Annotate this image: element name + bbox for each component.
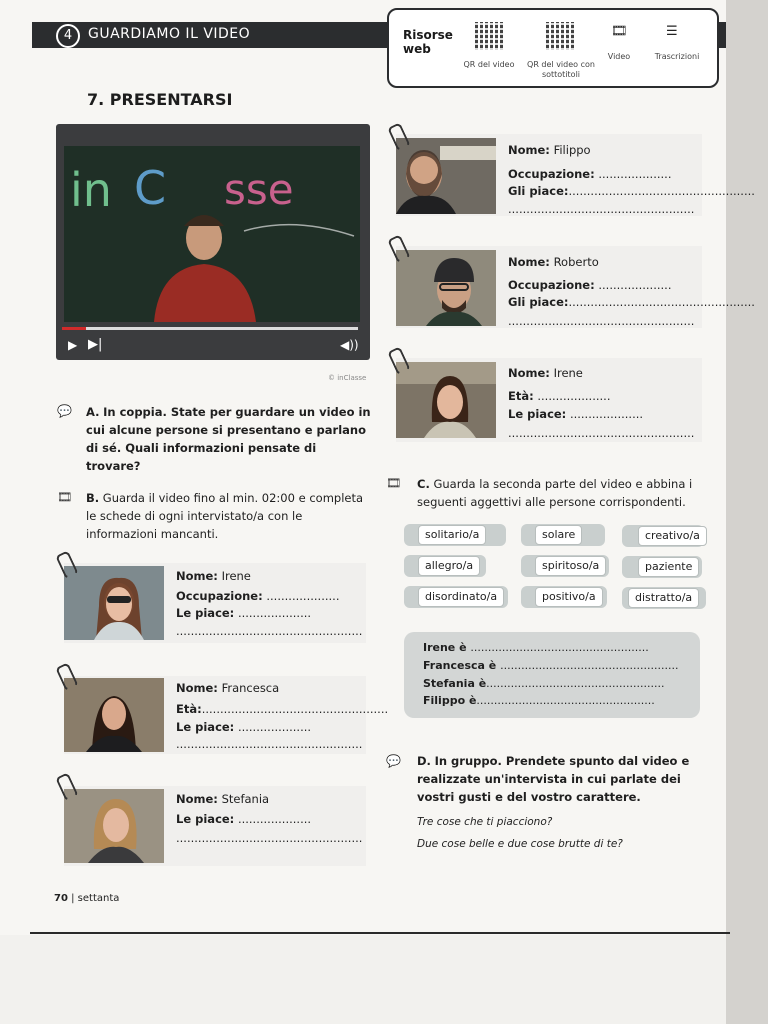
card-name: Roberto (553, 255, 599, 269)
page-footer: 70 | settanta (54, 893, 120, 904)
page-number-word: settanta (77, 893, 120, 904)
adjective-tag[interactable]: creativo/a (622, 525, 704, 547)
section-header-title: GUARDIAMO IL VIDEO (88, 26, 251, 42)
transcript-icon[interactable]: ☰ (666, 24, 678, 39)
card-field-line: Età:................................................... (176, 702, 389, 716)
qr-code-icon[interactable] (546, 22, 574, 50)
group-work-icon: 💬 (386, 754, 401, 768)
unit-number-badge: 4 (56, 24, 80, 48)
card-blank-line: ................................................... (176, 831, 363, 845)
video-frame-illustration (64, 146, 360, 322)
film-icon[interactable]: 🎞 (611, 24, 628, 39)
card-field-line: Gli piace:................................................... (508, 184, 755, 198)
card-blank-line: ................................................... (508, 426, 695, 440)
card-name-line: Nome: Irene (176, 569, 251, 583)
adjective-tag[interactable]: allegro/a (404, 555, 486, 577)
qr-code-icon[interactable] (475, 22, 503, 50)
adjective-tag[interactable]: solitario/a (404, 524, 506, 546)
card-name: Stefania (221, 792, 270, 806)
play-icon[interactable]: ▶ (68, 338, 78, 352)
card-field-line: Le piace: .................... (176, 606, 312, 620)
svg-text:in: in (70, 163, 112, 217)
activity-b-letter: B. (86, 491, 100, 505)
card-blank-line: ................................................... (508, 314, 695, 328)
video-progress-bar[interactable] (62, 327, 358, 330)
card-field-line: Le piace: .................... (176, 720, 312, 734)
card-name: Irene (221, 569, 251, 583)
activity-d-text: In gruppo. Prendete spunto dal video e realizzate un'intervista in cui parlate dei vostri gusti e del vostro carattere. (417, 754, 690, 804)
film-icon: 🎞 (57, 490, 73, 504)
activity-a (86, 403, 372, 475)
adjective-tag[interactable]: disordinato/a (404, 586, 508, 608)
resource-label-video: Video (607, 52, 631, 61)
card-field-line: Le piace: .................... (176, 812, 312, 826)
card-blank-line: ................................................... (508, 202, 695, 216)
adjective-tag[interactable]: positivo/a (521, 586, 607, 608)
page-bottom-edge (30, 932, 730, 934)
card-blank-line: ................................................... (176, 737, 363, 751)
card-name-line: Nome: Roberto (508, 255, 599, 269)
card-name-line: Nome: Irene (508, 366, 583, 380)
card-field-line: Occupazione: .................... (176, 589, 340, 603)
matching-line: Stefania è................................................... (423, 677, 665, 690)
activity-a-letter: A. (86, 405, 100, 419)
card-field-line: Occupazione: .................... (508, 167, 672, 181)
resource-label-qr-video: QR del video (463, 60, 515, 69)
activity-b-text: Guarda il video fino al min. 02:00 e completa le schede di ogni intervistato/a con le informazioni mancanti. (86, 491, 364, 541)
photo-irene (64, 566, 164, 640)
matching-line: Irene è ................................................... (423, 641, 649, 654)
card-field-line: Gli piace:................................................... (508, 295, 755, 309)
page-shadow (726, 0, 768, 1024)
adjective-tag[interactable]: solare (521, 524, 605, 546)
film-icon: 🎞 (386, 476, 402, 490)
activity-d-question-1: Tre cose che ti piacciono? (417, 816, 553, 828)
page-number: 70 (54, 893, 68, 904)
card-field-line: Età: .................... (508, 389, 611, 403)
volume-icon[interactable]: ◀)) (340, 338, 359, 352)
svg-text:sse: sse (224, 165, 294, 214)
adjective-tag[interactable]: paziente (622, 556, 702, 578)
photo-filippo (396, 138, 496, 214)
section-title: 7. PRESENTARSI (87, 90, 233, 109)
card-name-line: Nome: Francesca (176, 681, 280, 695)
card-name: Filippo (553, 143, 591, 157)
activity-c (417, 475, 707, 511)
activity-c-letter: C. (417, 477, 430, 491)
photo-francesca (64, 678, 164, 752)
card-name: Irene (553, 366, 583, 380)
video-credit: © inClasse (328, 374, 367, 382)
below-page-area (0, 935, 726, 1024)
card-name-line: Nome: Stefania (176, 792, 270, 806)
video-progress-fill (62, 327, 86, 330)
pair-work-icon: 💬 (57, 404, 72, 418)
matching-line: Filippo è................................................... (423, 694, 655, 707)
photo-roberto (396, 250, 496, 326)
activity-b (86, 489, 366, 543)
activity-d (417, 752, 701, 806)
web-resources-box (387, 8, 719, 88)
resource-label-transcripts: Trascrizioni (654, 52, 700, 61)
card-field-line: Le piace: .................... (508, 407, 644, 421)
adjective-tag[interactable]: spiritoso/a (521, 555, 609, 577)
card-name: Francesca (221, 681, 280, 695)
activity-c-text: Guarda la seconda parte del video e abbina i seguenti aggettivi alle persone corrispondenti. (417, 477, 693, 509)
skip-next-icon[interactable]: ▶| (88, 337, 103, 352)
adjective-tag[interactable]: distratto/a (622, 587, 706, 609)
activity-d-question-2: Due cose belle e due cose brutte di te? (417, 838, 623, 850)
resource-label-qr-subtitles: QR del video con sottotitoli (527, 60, 595, 79)
card-field-line: Occupazione: .................... (508, 278, 672, 292)
resources-title: Risorse web (403, 28, 453, 56)
activity-d-letter: D. (417, 754, 431, 768)
photo-stefania (64, 789, 164, 863)
matching-line: Francesca è ................................................... (423, 659, 679, 672)
card-blank-line: ................................................... (176, 624, 363, 638)
card-name-line: Nome: Filippo (508, 143, 591, 157)
svg-text:C: C (134, 161, 167, 215)
photo-irene-right (396, 362, 496, 438)
video-frame (64, 146, 360, 322)
activity-a-text: In coppia. State per guardare un video in cui alcune persone si presentano e parlano di sé. Quali informazioni pensate di trovare? (86, 405, 371, 473)
